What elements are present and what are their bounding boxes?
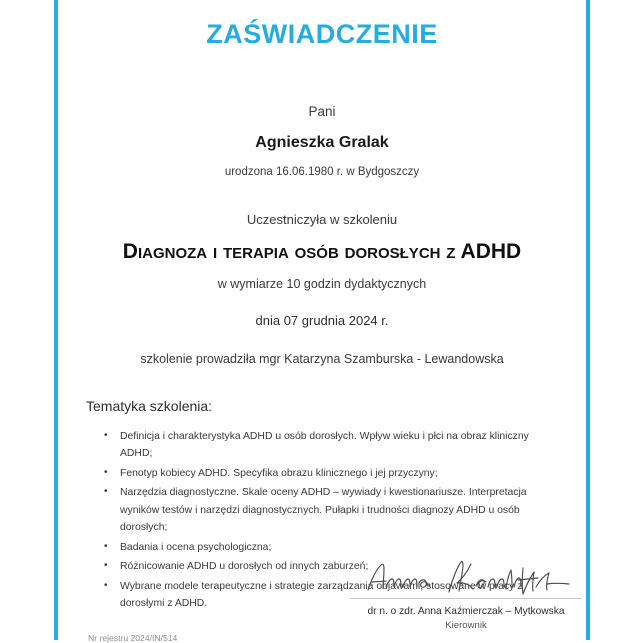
- signature-rule: [350, 598, 582, 599]
- list-item: • Różnicowanie ADHD u dorosłych od innych zaburzeń;: [120, 558, 535, 575]
- signer-name: dr n. o zdr. Anna Kaźmierczak – Mytkowska: [367, 605, 565, 617]
- certificate-content: [58, 0, 586, 643]
- course-trainer-line: szkolenie prowadziła mgr Katarzyna Szamburska - Lewandowska: [140, 351, 504, 366]
- list-item: • Narzędzia diagnostyczne. Skale oceny ADHD – wywiady i kwestionariusze. Interpretacja wyników testów i narzędzi diagnostycznych. Pułapki i trudności diagnozy ADHD u osób dorosłych;: [120, 484, 535, 536]
- list-item: • Definicja i charakterystyka ADHD u osób dorosłych. Wpływ wieku i płci na obraz kliniczny ADHD;: [120, 428, 535, 463]
- page-title: ZAŚWIADCZENIE: [206, 19, 438, 49]
- course-title: Diagnoza i terapia osób dorosłych z ADHD: [122, 239, 522, 263]
- course-hours-line: w wymiarze 10 godzin dydaktycznych: [217, 276, 427, 291]
- signer-credentials: Kierownik: [445, 620, 487, 631]
- register-number: Nr rejestru 2024/IN/514: [88, 633, 178, 643]
- signature-block: [350, 556, 582, 631]
- right-border-rule: [586, 0, 590, 640]
- recipient-salutation: Pani: [308, 103, 336, 119]
- list-item: • Badania i ocena psychologiczna;: [120, 539, 535, 556]
- recipient-name: Agnieszka Gralak: [255, 133, 389, 151]
- attendance-label: Uczestniczyła w szkoleniu: [246, 211, 398, 227]
- course-date-line: dnia 07 grudnia 2024 r.: [255, 312, 389, 328]
- list-item: • Fenotyp kobiecy ADHD. Specyfika obrazu klinicznego i jej przyczyny;: [120, 465, 535, 482]
- handwritten-signature-icon: [350, 556, 582, 598]
- recipient-birth-line: urodzona 16.06.1980 r. w Bydgoszczy: [224, 165, 420, 178]
- topics-heading: Tematyka szkolenia:: [86, 397, 213, 414]
- list-item: • Wybrane modele terapeutyczne i strategie zarządzania objawami, stosowane w pracy z dorosłymi z ADHD.: [120, 578, 535, 613]
